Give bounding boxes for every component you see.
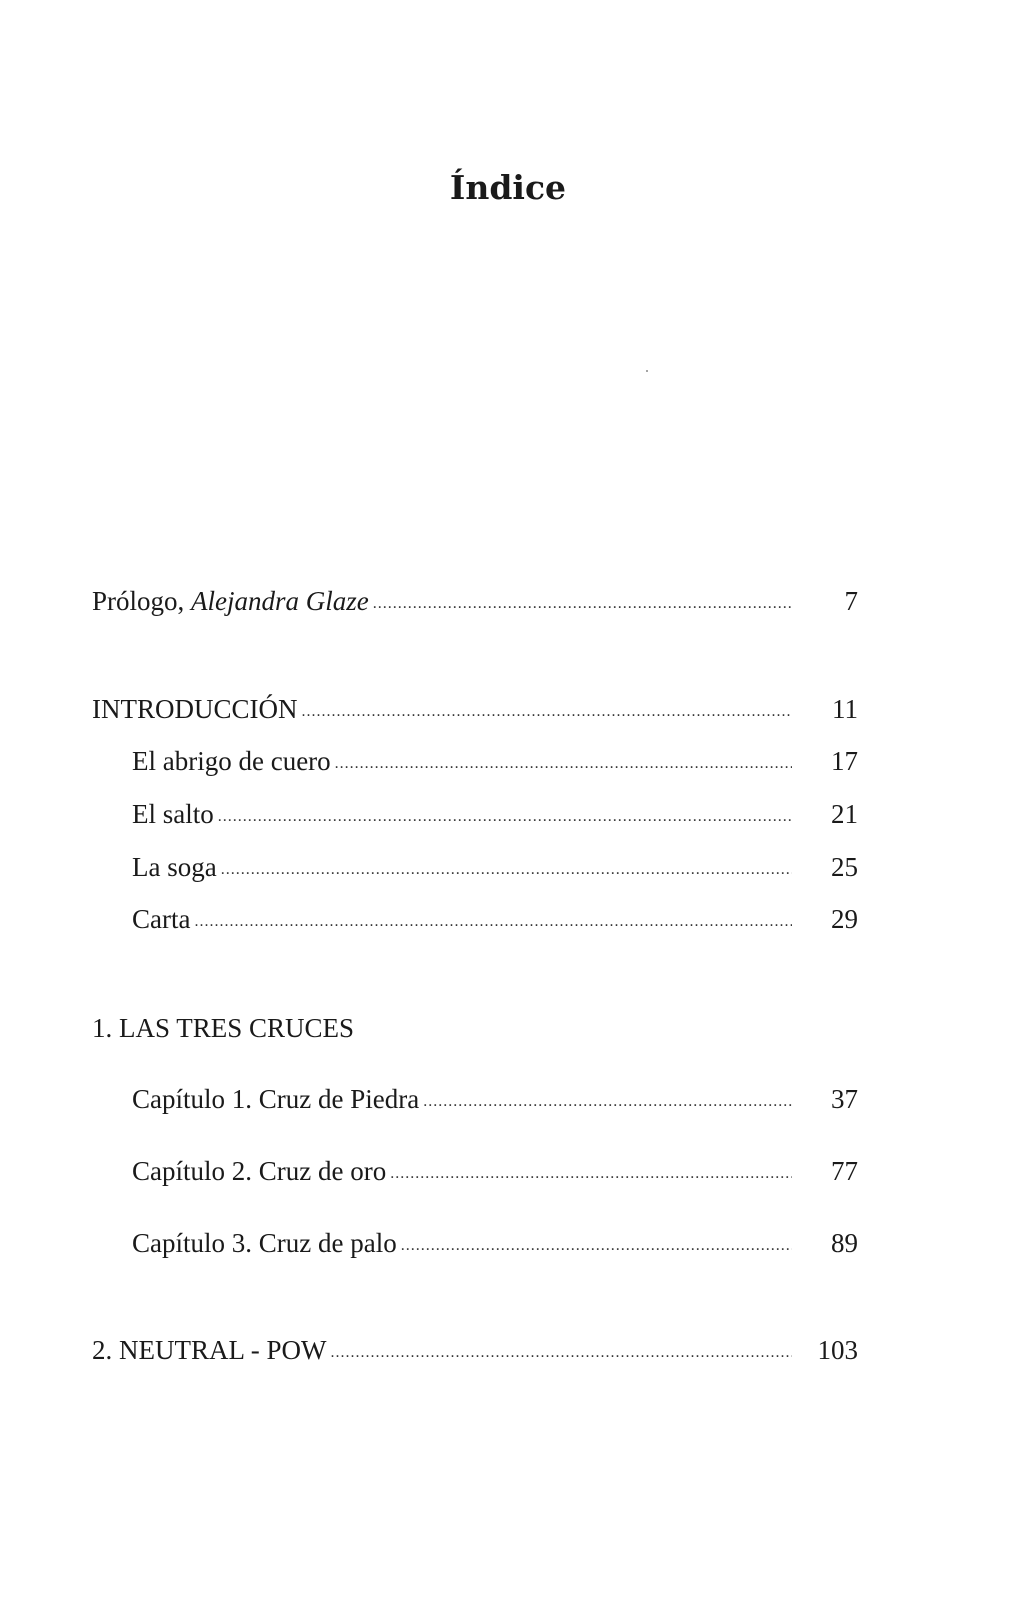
toc-entry xyxy=(132,850,858,884)
dot-leader xyxy=(373,587,792,621)
toc-entry-page: 37 xyxy=(831,1084,858,1114)
toc-section-heading: 1. LAS TRES CRUCES xyxy=(92,1013,355,1043)
dot-leader xyxy=(194,905,792,939)
page-title: Índice xyxy=(449,168,567,207)
toc-entry-label: Capítulo 1. Cruz de Piedra xyxy=(132,1084,420,1114)
toc-entry-page: 89 xyxy=(831,1228,858,1258)
dot-leader xyxy=(221,853,792,887)
toc-entry xyxy=(132,902,858,936)
dot-leader xyxy=(218,800,792,834)
dot-leader xyxy=(390,1157,792,1191)
dot-leader xyxy=(401,1229,792,1263)
toc-entry-label: Capítulo 2. Cruz de oro xyxy=(132,1156,387,1186)
toc-entry-neutral-pow xyxy=(92,1333,858,1367)
toc-entry-page: 21 xyxy=(831,799,858,829)
dot-leader xyxy=(302,695,793,729)
toc-entry-introduccion xyxy=(92,692,858,726)
toc-entry-label: Carta xyxy=(132,904,191,934)
toc-entry-page: 25 xyxy=(831,852,858,882)
dot-leader xyxy=(330,1336,792,1370)
toc-entry-page: 103 xyxy=(817,1335,858,1365)
toc-entry-page: 11 xyxy=(832,694,858,724)
dot-leader xyxy=(335,747,792,781)
toc-entry-page: 7 xyxy=(844,586,858,616)
toc-entry xyxy=(132,1226,858,1260)
toc-entry-label: El salto xyxy=(132,799,214,829)
toc-entry-label: El abrigo de cuero xyxy=(132,746,331,776)
toc-entry-page: 77 xyxy=(831,1156,858,1186)
toc-entry xyxy=(132,744,858,778)
toc-entry-page: 17 xyxy=(831,746,858,776)
toc-entry xyxy=(132,1154,858,1188)
dot-leader xyxy=(423,1085,792,1119)
toc-entry-label: Capítulo 3. Cruz de palo xyxy=(132,1228,397,1258)
toc-entry-prologo xyxy=(92,584,858,618)
toc-entry-page: 29 xyxy=(831,904,858,934)
toc-entry xyxy=(132,1082,858,1116)
toc-entry xyxy=(132,797,858,831)
toc-entry-author: Alejandra Glaze xyxy=(191,586,369,616)
toc-entry-label: Prólogo, Alejandra Glaze xyxy=(92,586,369,616)
toc-entry-label: INTRODUCCIÓN xyxy=(92,694,298,724)
scan-speck xyxy=(646,370,648,372)
toc-entry-label: La soga xyxy=(132,852,217,882)
toc-entry-label: 2. NEUTRAL - POW xyxy=(92,1335,327,1365)
